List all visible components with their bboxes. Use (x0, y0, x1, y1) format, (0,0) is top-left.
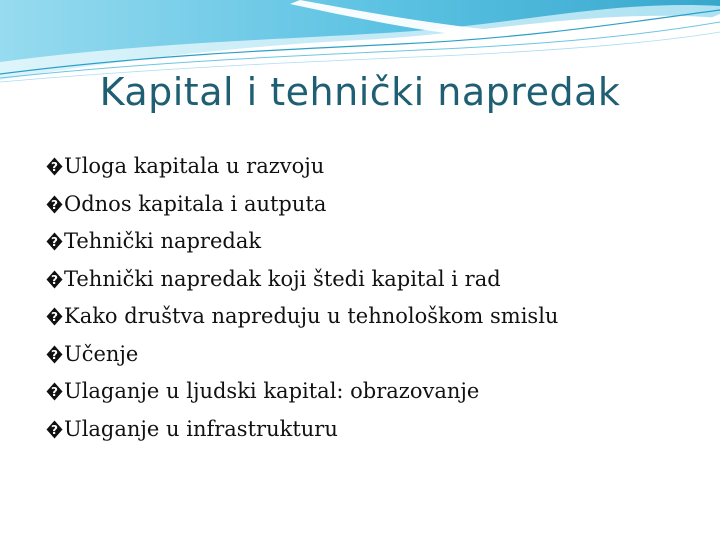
svg-text:?: ? (51, 385, 58, 399)
replacement-character-icon (46, 270, 63, 289)
bullet-item (46, 192, 696, 230)
bullet-item (46, 267, 696, 305)
replacement-character-icon (46, 382, 63, 401)
bullet-item (46, 417, 696, 455)
bullet-text: Tehnički napredak koji štedi kapital i rad (64, 266, 501, 291)
bullet-text: Odnos kapitala i autputa (64, 191, 327, 216)
replacement-character-icon (46, 307, 63, 326)
bullet-text: Učenje (64, 341, 139, 366)
bullet-item (46, 304, 696, 342)
replacement-character-icon (46, 195, 63, 214)
svg-text:?: ? (51, 310, 58, 324)
bullet-item (46, 229, 696, 267)
bullet-list (46, 154, 696, 454)
replacement-character-icon (46, 157, 63, 176)
svg-text:?: ? (51, 347, 58, 362)
svg-text:?: ? (51, 272, 58, 287)
bullet-text: Kako društva napreduju u tehnološkom smislu (64, 304, 559, 328)
bullet-text: Ulaganje u ljudski kapital: obrazovanje (64, 379, 480, 403)
replacement-character-icon (46, 232, 63, 251)
slide-title: Kapital i tehnički napredak (99, 70, 621, 114)
svg-text:?: ? (51, 422, 58, 437)
svg-text:?: ? (51, 235, 58, 249)
bullet-item (46, 379, 696, 417)
bullet-text: Uloga kapitala u razvoju (64, 154, 325, 178)
replacement-character-icon (46, 420, 63, 439)
bullet-text: Tehnički napredak (64, 229, 262, 253)
svg-text:?: ? (51, 160, 58, 174)
bullet-item (46, 154, 696, 192)
bullet-text: Ulaganje u infrastrukturu (64, 416, 338, 441)
svg-text:?: ? (51, 197, 58, 212)
bullet-item (46, 342, 696, 380)
replacement-character-icon (46, 345, 63, 364)
